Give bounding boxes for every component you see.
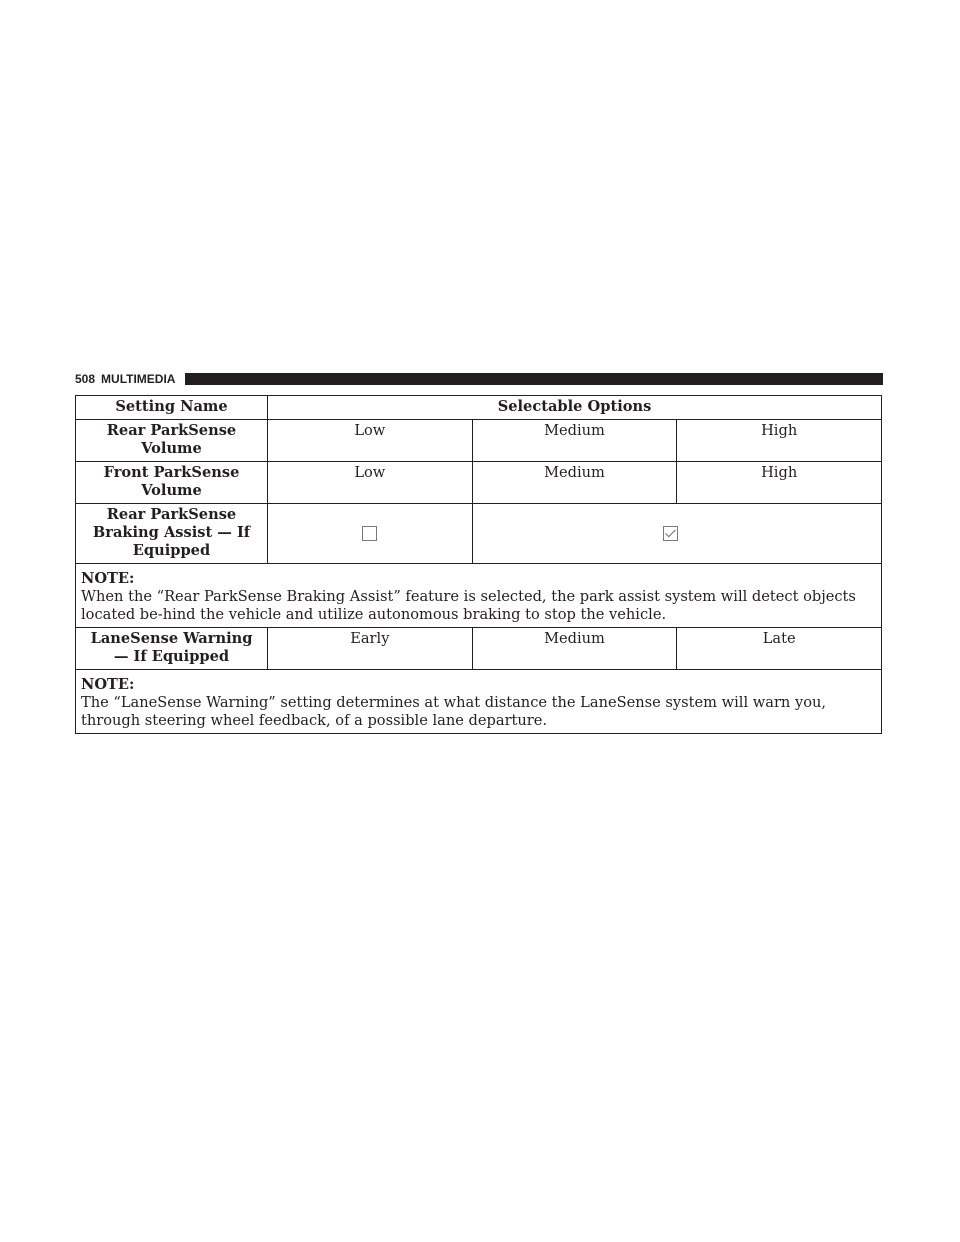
column-header-setting-name: Setting Name [76, 396, 268, 420]
note-text: When the “Rear ParkSense Braking Assist” feature is selected, the park assist system will detect objects located be-hind the vehicle and utilize autonomous braking to stop the vehicle. [81, 588, 856, 623]
section-title: MULTIMEDIA [101, 372, 176, 386]
setting-name: Rear ParkSense Volume [76, 420, 268, 462]
note-cell [76, 670, 882, 734]
header-rule [185, 373, 883, 385]
note-cell [76, 564, 882, 628]
table-row [76, 504, 882, 564]
column-header-selectable-options: Selectable Options [268, 396, 882, 420]
note-label: NOTE: [81, 570, 135, 587]
unchecked-checkbox-icon [362, 526, 377, 541]
option-cell: Low [268, 420, 473, 462]
option-cell: Medium [472, 420, 677, 462]
setting-name: LaneSense Warning — If Equipped [76, 628, 268, 670]
note-row [76, 670, 882, 734]
option-cell: High [677, 462, 882, 504]
option-cell: Low [268, 462, 473, 504]
settings-table [75, 395, 882, 734]
note-label: NOTE: [81, 676, 135, 693]
option-cell: High [677, 420, 882, 462]
page-header [75, 371, 883, 387]
table-row [76, 628, 882, 670]
option-cell: Late [677, 628, 882, 670]
checkbox-cell [268, 504, 473, 564]
checkbox-cell [472, 504, 881, 564]
table-row [76, 420, 882, 462]
setting-name: Front ParkSense Volume [76, 462, 268, 504]
table-row [76, 462, 882, 504]
note-row [76, 564, 882, 628]
option-cell: Early [268, 628, 473, 670]
table-header-row [76, 396, 882, 420]
checked-checkbox-icon [663, 526, 678, 541]
option-cell: Medium [472, 628, 677, 670]
option-cell: Medium [472, 462, 677, 504]
note-text: The “LaneSense Warning” setting determines at what distance the LaneSense system will warn you, through steering wheel feedback, of a possible lane departure. [81, 694, 827, 729]
setting-name: Rear ParkSense Braking Assist — If Equipped [76, 504, 268, 564]
page-number: 508 [75, 372, 96, 386]
